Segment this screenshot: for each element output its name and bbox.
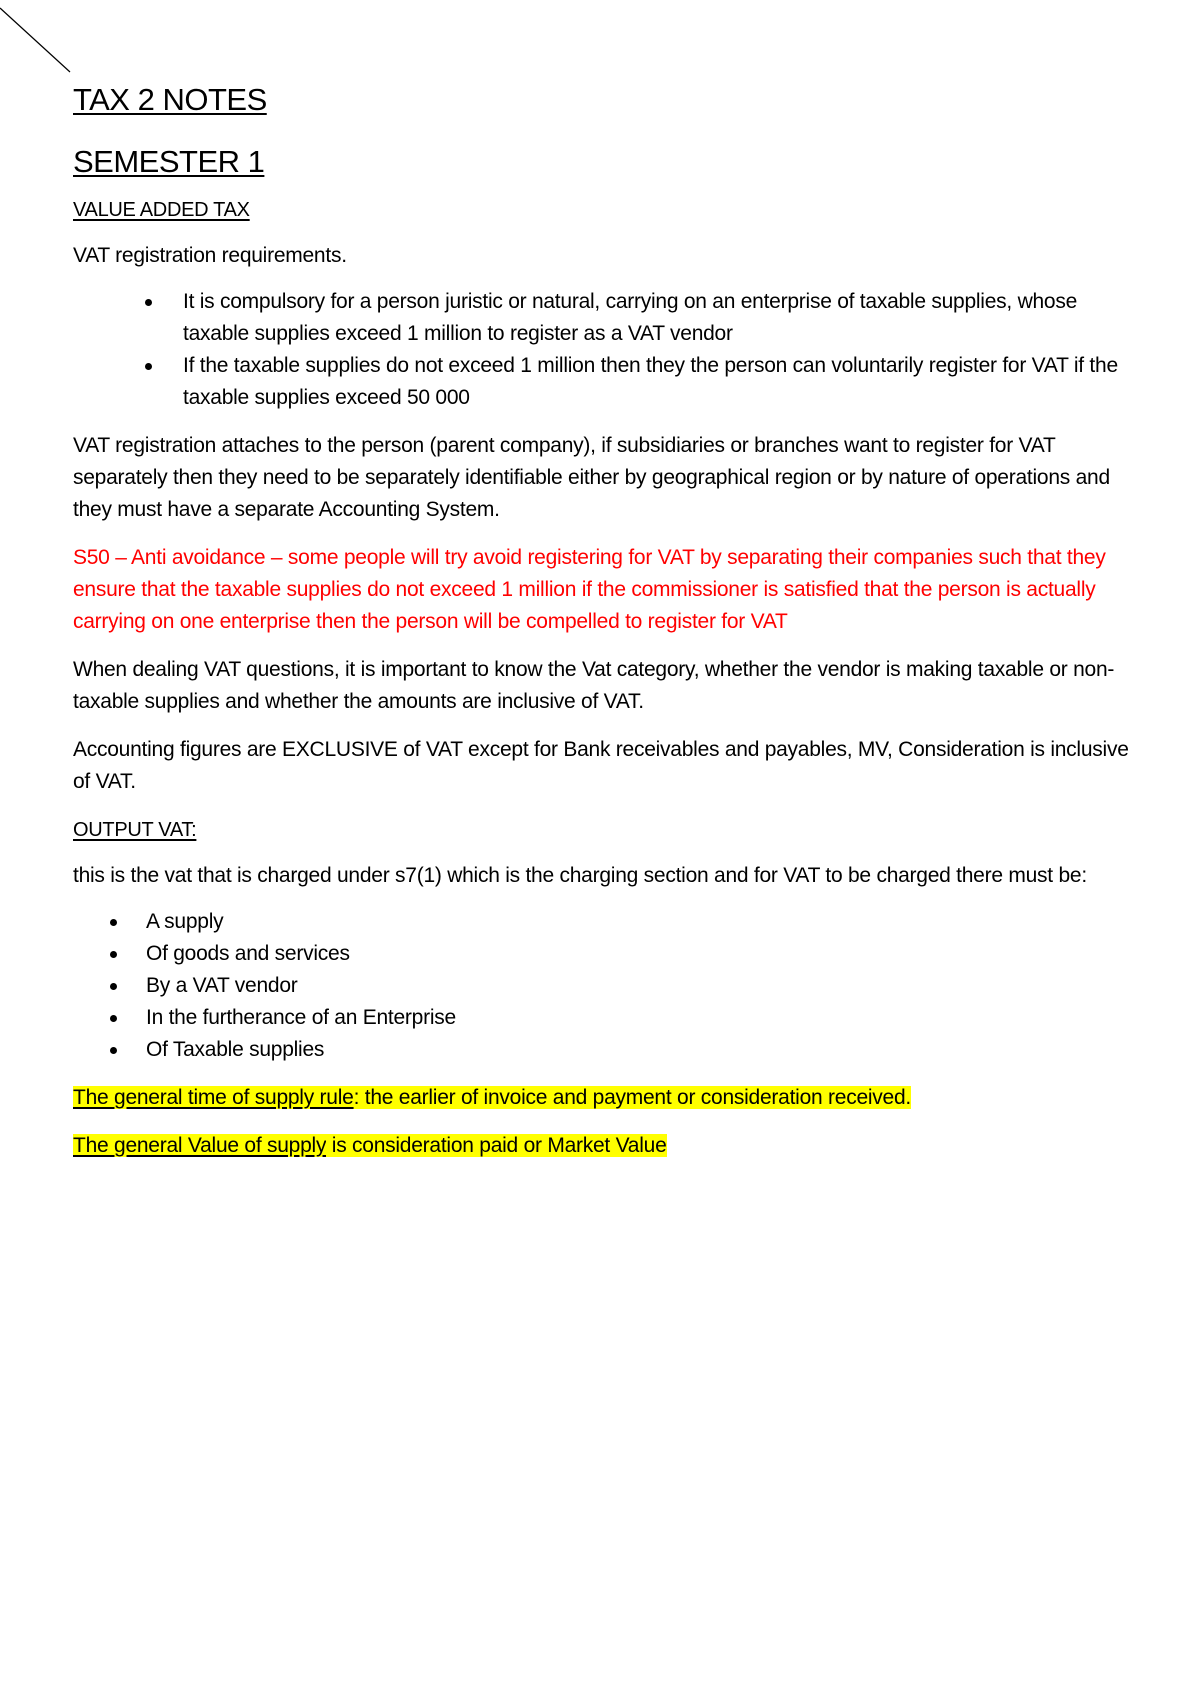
document-subtitle: SEMESTER 1 [73, 144, 265, 179]
bullet-icon [110, 1047, 117, 1054]
bullet-icon [110, 1015, 117, 1022]
list-item-text: If the taxable supplies do not exceed 1 million then they the person can voluntarily register for VAT if the taxable supplies exceed 50 000 [183, 354, 1118, 409]
time-of-supply-text: : the earlier of invoice and payment or consideration received. [353, 1086, 911, 1109]
list-item-text: Of goods and services [146, 942, 350, 965]
list-item [73, 286, 1133, 350]
paragraph-anti-avoidance: S50 – Anti avoidance – some people will try avoid registering for VAT by separating their companies such that they ensure that the taxable supplies do not exceed 1 million if the commissioner is satisfied that the person is actually carrying on one enterprise then the person will be compelled to register for VAT [73, 546, 1106, 633]
bullet-icon [145, 363, 152, 370]
value-of-supply-label: The general Value of supply [73, 1134, 327, 1157]
document-title: TAX 2 NOTES [73, 82, 267, 117]
paragraph-accounting-figures: Accounting figures are EXCLUSIVE of VAT except for Bank receivables and payables, MV, Consideration is inclusive of VAT. [73, 738, 1129, 793]
bullet-icon [110, 983, 117, 990]
list-item [73, 938, 1133, 970]
paragraph-output-vat: this is the vat that is charged under s7(1) which is the charging section and for VAT to be charged there must be: [73, 864, 1087, 887]
value-of-supply-rule [73, 1130, 1133, 1162]
list-item [73, 906, 1133, 938]
registration-intro: VAT registration requirements. [73, 244, 347, 267]
time-of-supply-label: The general time of supply rule [73, 1086, 354, 1109]
list-item-text: Of Taxable supplies [146, 1038, 325, 1061]
output-bullet-list [73, 906, 1133, 1066]
bullet-icon [145, 299, 152, 306]
paragraph-dealing-vat: When dealing VAT questions, it is important to know the Vat category, whether the vendor is making taxable or non-taxable supplies and whether the amounts are inclusive of VAT. [73, 658, 1115, 713]
list-item-text: In the furtherance of an Enterprise [146, 1006, 456, 1029]
value-of-supply-text: is consideration paid or Market Value [326, 1134, 667, 1157]
list-item [73, 970, 1133, 1002]
list-item [73, 350, 1133, 414]
document-page [73, 72, 1133, 1162]
paragraph-registration-attaches: VAT registration attaches to the person (parent company), if subsidiaries or branches want to register for VAT separately then they need to be separately identifiable either by geographical region or by nature of operations and they must have a separate Accounting System. [73, 434, 1110, 521]
time-of-supply-rule [73, 1082, 1133, 1114]
registration-bullet-list [73, 286, 1133, 414]
list-item-text: A supply [146, 910, 224, 933]
list-item-text: By a VAT vendor [146, 974, 298, 997]
list-item [73, 1034, 1133, 1066]
list-item [73, 1002, 1133, 1034]
corner-fold-mark [0, 0, 80, 80]
list-item-text: It is compulsory for a person juristic or natural, carrying on an enterprise of taxable supplies, whose taxable supplies exceed 1 million to register as a VAT vendor [183, 290, 1078, 345]
bullet-icon [110, 951, 117, 958]
bullet-icon [110, 919, 117, 926]
section-heading-vat: VALUE ADDED TAX [73, 199, 250, 221]
section-heading-output-vat: OUTPUT VAT: [73, 819, 197, 841]
